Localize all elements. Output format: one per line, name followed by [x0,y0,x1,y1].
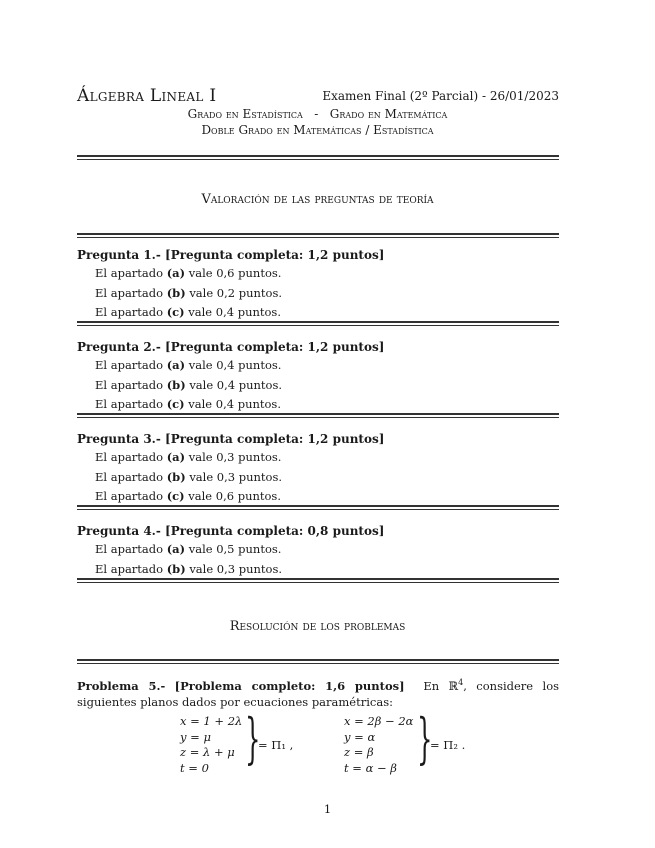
header-rule [77,155,559,160]
question-3-rule [77,505,559,510]
item-letter: (c) [166,489,185,503]
system-1 [180,714,242,776]
system-2-eq-1: x = 2β − 2α [344,714,414,728]
item-letter: (a) [166,266,186,280]
item-prefix: El apartado [95,358,164,372]
question-2-header [77,340,384,354]
system-2-eq-4: t = α − β [344,760,397,775]
problem-5-statement [77,675,559,710]
item-letter: (c) [166,397,185,411]
question-2-item [95,378,282,392]
question-4-item [95,562,282,576]
item-prefix: El apartado [95,489,164,503]
degree-line-1-text: Grado en Estadística - Grado en Matemática [187,107,448,121]
item-letter: (b) [166,469,186,484]
question-label: Pregunta 3.- [77,432,161,446]
plane-1-label: = Π₁ , [258,738,294,752]
item-letter: (a) [166,450,186,464]
theory-section-title [0,192,655,207]
question-3-item [95,489,281,503]
question-label: Pregunta 1.- [77,248,161,262]
degree-line-2-text: Doble Grado en Matemáticas / Estadística [201,123,434,137]
item-value: vale 0,6 puntos. [188,266,282,280]
item-prefix: El apartado [95,377,164,392]
degree-line-1 [0,107,655,121]
item-value: vale 0,4 puntos. [188,397,281,411]
exam-info: Examen Final (2º Parcial) - 26/01/2023 [322,89,559,103]
page-number: 1 [323,802,332,816]
item-letter: (b) [166,285,186,300]
question-points: [Pregunta completa: 0,8 puntos] [165,524,385,538]
item-prefix: El apartado [95,542,164,556]
problems-section-title [0,619,655,634]
system-2-eq-2: y = α [344,729,376,744]
item-letter: (a) [166,358,186,372]
question-1-header [77,248,384,262]
question-points: [Pregunta completa: 1,2 puntos] [165,248,385,262]
item-prefix: El apartado [95,285,164,300]
item-value: vale 0,3 puntos. [188,450,282,464]
system-1-eq-2: y = μ [180,729,211,744]
item-prefix: El apartado [95,397,164,411]
question-3-item [95,470,282,484]
item-value: vale 0,4 puntos. [188,358,282,372]
item-letter: (b) [166,377,186,392]
item-value: vale 0,5 puntos. [188,542,282,556]
rule-before-p5 [77,659,559,664]
item-value: vale 0,3 puntos. [189,561,283,576]
question-3-header [77,432,384,446]
question-2-rule [77,413,559,418]
item-value: vale 0,6 puntos. [188,489,281,503]
system-2-eq-3: z = β [344,745,374,759]
item-value: vale 0,4 puntos. [189,377,283,392]
item-prefix: El apartado [95,305,164,319]
system-1-eq-1: x = 1 + 2λ [180,714,243,728]
item-letter: (b) [166,561,186,576]
item-value: vale 0,4 puntos. [188,305,281,319]
question-3-item [95,450,281,464]
problem-5-text-before: En ℝ [423,678,459,693]
system-1-eq-4: t = 0 [180,760,209,775]
question-4-item [95,542,281,556]
degree-line-2 [0,123,655,137]
item-value: vale 0,2 puntos. [189,285,283,300]
question-points: [Pregunta completa: 1,2 puntos] [165,432,385,446]
problem-5-label: Problema 5.- [77,678,166,693]
question-points: [Pregunta completa: 1,2 puntos] [165,340,385,354]
plane-2-label: = Π₂ . [430,738,466,752]
question-1-item [95,286,282,300]
question-4-rule [77,578,559,583]
rule-before-q1 [77,233,559,238]
question-2-item [95,397,281,411]
question-label: Pregunta 4.- [77,524,161,538]
item-prefix: El apartado [95,450,164,464]
item-letter: (a) [166,542,186,556]
problems-section-title-text: Resolución de los problemas [229,619,406,634]
system-2 [344,714,413,776]
problem-5-superscript: 4 [458,678,464,687]
question-1-item [95,266,281,280]
question-2-item [95,358,281,372]
item-prefix: El apartado [95,561,164,576]
question-1-item [95,305,281,319]
item-value: vale 0,3 puntos. [189,469,283,484]
brace-1: } [245,707,261,770]
question-label: Pregunta 2.- [77,340,161,354]
course-title: Álgebra Lineal I [77,86,217,106]
item-prefix: El apartado [95,266,164,280]
item-letter: (c) [166,305,185,319]
question-4-header [77,524,384,538]
problem-5-points: [Problema completo: 1,6 puntos] [174,678,405,693]
brace-2: } [417,707,433,770]
item-prefix: El apartado [95,469,164,484]
question-1-rule [77,321,559,326]
system-1-eq-3: z = λ + μ [180,745,235,759]
theory-section-title-text: Valoración de las preguntas de teoría [201,192,434,207]
problem-5-text-after: , considere los siguientes planos dados por ecuaciones paramétricas: [77,678,560,709]
